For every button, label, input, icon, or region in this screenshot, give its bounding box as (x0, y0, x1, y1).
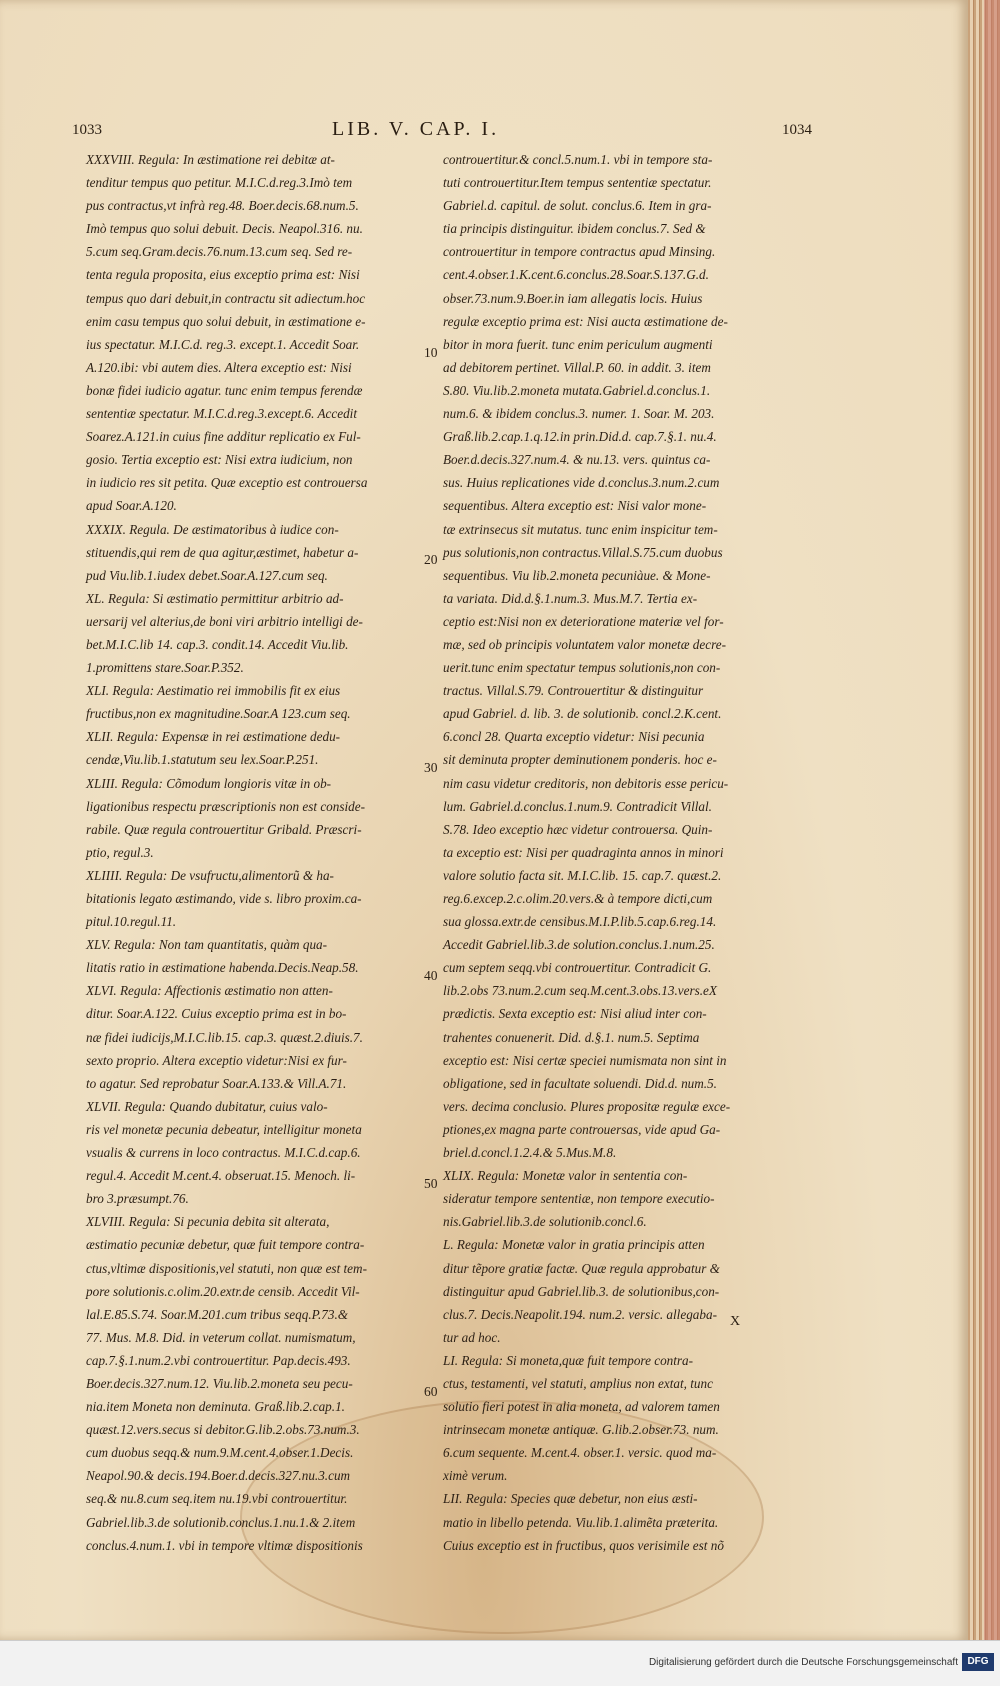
text-line: 6.concl 28. Quarta exceptio videtur: Nisi pecunia (443, 729, 705, 745)
text-line: litatis ratio in æstimatione habenda.Decis.Neap.58. (86, 960, 359, 976)
text-line: Boer.decis.327.num.12. Viu.lib.2.moneta seu pecu- (86, 1375, 353, 1391)
text-line: XLVII. Regula: Quando dubitatur, cuius valo- (86, 1098, 328, 1114)
text-line: tenta regula proposita, eius exceptio prima est: Nisi (86, 267, 360, 283)
text-line: ris vel monetæ pecunia debeatur, intelligitur moneta (86, 1121, 362, 1137)
text-line: sus. Huius replicationes vide d.conclus.3.num.2.cum (443, 475, 720, 491)
footer-bar (0, 1640, 1000, 1686)
text-line: Soarez.A.121.in cuius fine additur replicatio ex Ful- (86, 429, 361, 445)
line-number-30: 30 (424, 760, 438, 775)
text-line: ligationibus respectu præscriptionis non est conside- (86, 798, 365, 814)
text-line: quæst.12.vers.secus si debitor.G.lib.2.obs.73.num.3. (86, 1422, 360, 1438)
text-line: clus.7. Decis.Neapolit.194. num.2. versic. allegaba- (443, 1306, 717, 1322)
line-number-40: 40 (424, 968, 438, 983)
line-number-10: 10 (424, 345, 438, 360)
text-line: tenditur tempus quo petitur. M.I.C.d.reg.3.Imò tem (86, 175, 353, 191)
text-line: controuertitur in tempore contractus apud Minsing. (443, 244, 716, 260)
text-line: cum duobus seqq.& num.9.M.cent.4.obser.1.Decis. (86, 1445, 354, 1461)
text-line: æstimatio pecuniæ debetur, quæ fuit tempore contra- (86, 1237, 365, 1253)
text-line: bro 3.præsumpt.76. (86, 1191, 189, 1207)
line-number-20: 20 (424, 552, 438, 567)
text-line: ctus,vltimæ dispositionis,vel statuti, non quæ est tem- (86, 1260, 367, 1276)
text-line: pus contractus,vt infrà reg.48. Boer.decis.68.num.5. (86, 198, 359, 214)
text-line: prædictis. Sexta exceptio est: Nisi aliud inter con- (443, 1006, 707, 1022)
text-line: ditur tẽpore gratiæ factæ. Quæ regula approbatur & (443, 1260, 720, 1276)
text-line: Gabriel.lib.3.de solutionib.conclus.1.nu.1.& 2.item (86, 1514, 356, 1530)
text-line: lal.E.85.S.74. Soar.M.201.cum tribus seqq.P.73.& (86, 1306, 349, 1322)
text-line: bitationis legato æstimando, vide s. libro proxim.ca- (86, 891, 362, 906)
text-line: ceptio est:Nisi non ex deterioratione materiæ vel for- (443, 613, 724, 629)
text-line: reg.6.excep.2.c.olim.20.vers.& à tempore dicti,cum (443, 891, 713, 906)
text-line: lum. Gabriel.d.conclus.1.num.9. Contradicit Villal. (443, 798, 712, 814)
text-line: cent.4.obser.1.K.cent.6.conclus.28.Soar.S.137.G.d. (443, 267, 709, 283)
text-line: bitor in mora fuerit. tunc enim periculum augmenti (443, 336, 713, 352)
text-line: XLIX. Regula: Monetæ valor in sententia con- (443, 1168, 688, 1184)
text-line: XLV. Regula: Non tam quantitatis, quàm qua- (86, 937, 328, 953)
text-line: LII. Regula: Species quæ debetur, non eius æsti- (443, 1491, 698, 1507)
text-line: rabile. Quæ regula controuertitur Gribald. Præscri- (86, 821, 362, 837)
text-line: vsualis & currens in loco contractus. M.I.C.d.cap.6. (86, 1145, 361, 1161)
text-line: gosio. Tertia exceptio est: Nisi extra iudicium, non (86, 452, 353, 468)
text-line: sententiæ spectatur. M.I.C.d.reg.3.except.6. Accedit (86, 406, 358, 422)
text-line: ta exceptio est: Nisi per quadraginta annos in minori (443, 844, 724, 860)
text-line: Graß.lib.2.cap.1.q.12.in prin.Did.d. cap.7.§.1. nu.4. (443, 429, 717, 445)
text-line: sit deminuta propter deminutionem ponderis. hoc e- (443, 752, 717, 768)
text-line: pitul.10.regul.11. (86, 914, 177, 930)
text-line: trahentes conuenerit. Did. d.§.1. num.5. Septima (443, 1029, 700, 1045)
text-line: ptiones,ex magna parte controuersas, vide apud Ga- (443, 1121, 721, 1137)
text-line: Gabriel.d. capitul. de solut. conclus.6. Item in gra- (443, 198, 712, 214)
text-line: Boer.d.decis.327.num.4. & nu.13. vers. quintus ca- (443, 452, 711, 468)
text-line: tempus quo dari debuit,in contractu sit adiectum.hoc (86, 290, 366, 306)
text-line: sideratur tempore sententiæ, non tempore executio- (443, 1191, 715, 1207)
text-line: 6.cum sequente. M.cent.4. obser.1. versic. quod ma- (443, 1445, 717, 1461)
text-line: conclus.4.num.1. vbi in tempore vltimæ dispositionis (86, 1537, 363, 1553)
text-line: XXXVIII. Regula: In æstimatione rei debitæ at- (86, 152, 335, 167)
text-line: nim casu videtur creditoris, non debitoris esse pericu- (443, 775, 729, 791)
text-line: seq.& nu.8.cum seq.item nu.19.vbi controuertitur. (86, 1491, 348, 1507)
page-number-left: 1033 (72, 122, 102, 138)
text-line: LI. Regula: Si moneta,quæ fuit tempore contra- (443, 1352, 694, 1368)
text-line: num.6. & ibidem conclus.3. numer. 1. Soar. M. 203. (443, 406, 715, 422)
text-line: sequentibus. Altera exceptio est: Nisi valor mone- (443, 498, 707, 514)
text-line: XLIII. Regula: Cõmodum longioris vitæ in ob- (86, 775, 332, 791)
text-line: ximè verum. (443, 1468, 508, 1484)
text-line: regulæ exceptio prima est: Nisi aucta æstimatione de- (443, 313, 728, 329)
dfg-logo-icon: DFG (962, 1653, 994, 1671)
left-text-column (86, 148, 426, 1557)
footer-credit: Digitalisierung gefördert durch die Deutsche Forschungsgemeinschaft (648, 1657, 958, 1668)
red-edge (984, 0, 1000, 1640)
text-line: enim casu tempus quo solui debuit, in æstimatione e- (86, 313, 366, 329)
text-line: ius spectatur. M.I.C.d. reg.3. except.1. Accedit Soar. (86, 336, 360, 352)
text-line: XXXIX. Regula. De æstimatoribus à iudice con- (86, 521, 339, 537)
text-line: pud Viu.lib.1.iudex debet.Soar.A.127.cum seq. (86, 567, 328, 583)
text-line: Imò tempus quo solui debuit. Decis. Neapol.316. nu. (86, 221, 363, 237)
text-line: Cuius exceptio est in fructibus, quos verisimile est nõ (443, 1537, 724, 1553)
text-line: tia principis distinguitur. ibidem conclus.7. Sed & (443, 221, 706, 237)
text-line: exceptio est: Nisi certæ speciei numismata non sint in (443, 1052, 727, 1068)
text-line: ptio, regul.3. (86, 844, 154, 860)
text-line: vers. decima conclusio. Plures propositæ regulæ exce- (443, 1098, 731, 1114)
text-line: uerit.tunc enim spectatur tempus solutionis,non con- (443, 660, 721, 676)
text-line: tæ extrinsecus sit mutatus. tunc enim inspicitur tem- (443, 521, 718, 537)
text-line: nia.item Moneta non deminuta. Graß.lib.2.cap.1. (86, 1399, 345, 1415)
text-line: fructibus,non ex magnitudine.Soar.A 123.cum seq. (86, 706, 351, 722)
page-header (72, 118, 812, 150)
text-line: S.78. Ideo exceptio hæc videtur controuersa. Quin- (443, 821, 713, 837)
text-line: controuertitur.& concl.5.num.1. vbi in tempore sta- (443, 152, 713, 167)
text-line: sua glossa.extr.de censibus.M.I.P.lib.5.cap.6.reg.14. (443, 914, 717, 930)
text-line: nis.Gabriel.lib.3.de solutionib.concl.6. (443, 1214, 647, 1230)
text-line: matio in libello petenda. Viu.lib.1.alimẽta præterita. (443, 1514, 719, 1530)
text-line: apud Gabriel. d. lib. 3. de solutionib. concl.2.K.cent. (443, 706, 722, 722)
text-line: regul.4. Accedit M.cent.4. obseruat.15. Menoch. li- (86, 1168, 356, 1184)
text-line: cum septem seqq.vbi controuertitur. Contradicit G. (443, 960, 712, 976)
text-line: uersarij vel alterius,de boni viri arbitrio intelligi de- (86, 613, 363, 629)
text-line: XLVIII. Regula: Si pecunia debita sit alterata, (86, 1214, 330, 1230)
text-line: solutio fieri potest in alia moneta, ad valorem tamen (443, 1399, 720, 1415)
text-line: obser.73.num.9.Boer.in iam allegatis locis. Huius (443, 290, 703, 306)
line-number-50: 50 (424, 1176, 438, 1191)
text-line: bet.M.I.C.lib 14. cap.3. condit.14. Accedit Viu.lib. (86, 636, 349, 652)
text-line: XLII. Regula: Expensæ in rei æstimatione dedu- (86, 729, 341, 745)
text-line: mæ, sed ob principis voluntatem valor monetæ decre- (443, 636, 726, 652)
text-line: briel.d.concl.1.2.4.& 5.Mus.M.8. (443, 1145, 617, 1161)
text-line: XL. Regula: Si æstimatio permittitur arbitrio ad- (86, 590, 344, 606)
text-line: sexto proprio. Altera exceptio videtur:Nisi ex fur- (86, 1052, 347, 1068)
text-line: ctus, testamenti, vel statuti, amplius non extat, tunc (443, 1375, 713, 1391)
text-line: cendæ,Viu.lib.1.statutum seu lex.Soar.P.251. (86, 752, 319, 768)
text-line: 1.promittens stare.Soar.P.352. (86, 660, 244, 676)
text-line: XLIIII. Regula: De vsufructu,alimentorũ & ha- (86, 867, 334, 883)
text-line: sequentibus. Viu lib.2.moneta pecuniàue. & Mone- (443, 567, 711, 583)
text-line: S.80. Viu.lib.2.moneta mutata.Gabriel.d.conclus.1. (443, 382, 711, 398)
text-line: pore solutionis.c.olim.20.extr.de censib. Accedit Vil- (86, 1283, 360, 1299)
text-line: L. Regula: Monetæ valor in gratia principis atten (443, 1237, 705, 1253)
text-line: ta variata. Did.d.§.1.num.3. Mus.M.7. Tertia ex- (443, 590, 698, 606)
text-line: A.120.ibi: vbi autem dies. Altera exceptio est: Nisi (86, 359, 352, 375)
signature-mark: X (730, 1314, 741, 1329)
text-line: obligatione, sed in facultate soluendi. Did.d. num.5. (443, 1075, 717, 1091)
right-text-column (443, 148, 763, 1557)
text-line: lib.2.obs 73.num.2.cum seq.M.cent.3.obs.13.vers.eX (443, 983, 717, 999)
text-line: pus solutionis,non contractus.Villal.S.75.cum duobus (443, 544, 723, 560)
text-line: ad debitorem pertinet. Villal.P. 60. in addit. 3. item (443, 359, 711, 375)
text-line: næ fidei iudicijs,M.I.C.lib.15. cap.3. quæst.2.diuis.7. (86, 1029, 363, 1045)
running-title: LIB. V. CAP. I. (332, 118, 500, 140)
text-line: 5.cum seq.Gram.decis.76.num.13.cum seq. Sed re- (86, 244, 353, 260)
text-line: in iudicio res sit petita. Quæ exceptio est controuersa (86, 475, 368, 491)
text-line: valore solutio facta sit. M.I.C.lib. 15. cap.7. quæst.2. (443, 867, 722, 883)
text-line: tur ad hoc. (443, 1329, 501, 1345)
text-line: bonæ fidei iudicio agatur. tunc enim tempus ferendæ (86, 382, 363, 398)
text-line: XLI. Regula: Aestimatio rei immobilis fit ex eius (86, 683, 341, 699)
text-line: distinguitur apud Gabriel.lib.3. de solutionibus,con- (443, 1283, 720, 1299)
text-line: to agatur. Sed reprobatur Soar.A.133.& Vill.A.71. (86, 1075, 347, 1091)
text-line: XLVI. Regula: Affectionis æstimatio non atten- (86, 983, 333, 999)
text-line: Neapol.90.& decis.194.Boer.d.decis.327.nu.3.cum (86, 1468, 351, 1484)
text-line: intrinsecam monetæ antiquæ. G.lib.2.obser.73. num. (443, 1422, 719, 1438)
text-line: stituendis,qui rem de qua agitur,æstimet, habetur a- (86, 544, 359, 560)
text-line: Accedit Gabriel.lib.3.de solution.conclus.1.num.25. (443, 937, 715, 953)
line-number-60: 60 (424, 1384, 438, 1399)
text-line: tuti controuertitur.Item tempus sententiæ spectatur. (443, 175, 712, 191)
text-line: tractus. Villal.S.79. Controuertitur & distinguitur (443, 683, 704, 699)
text-line: 77. Mus. M.8. Did. in veterum collat. numismatum, (86, 1329, 356, 1345)
text-line: cap.7.§.1.num.2.vbi controuertitur. Pap.decis.493. (86, 1352, 351, 1368)
text-line: apud Soar.A.120. (86, 498, 177, 514)
text-line: ditur. Soar.A.122. Cuius exceptio prima est in bo- (86, 1006, 347, 1022)
page-number-right: 1034 (782, 122, 812, 138)
